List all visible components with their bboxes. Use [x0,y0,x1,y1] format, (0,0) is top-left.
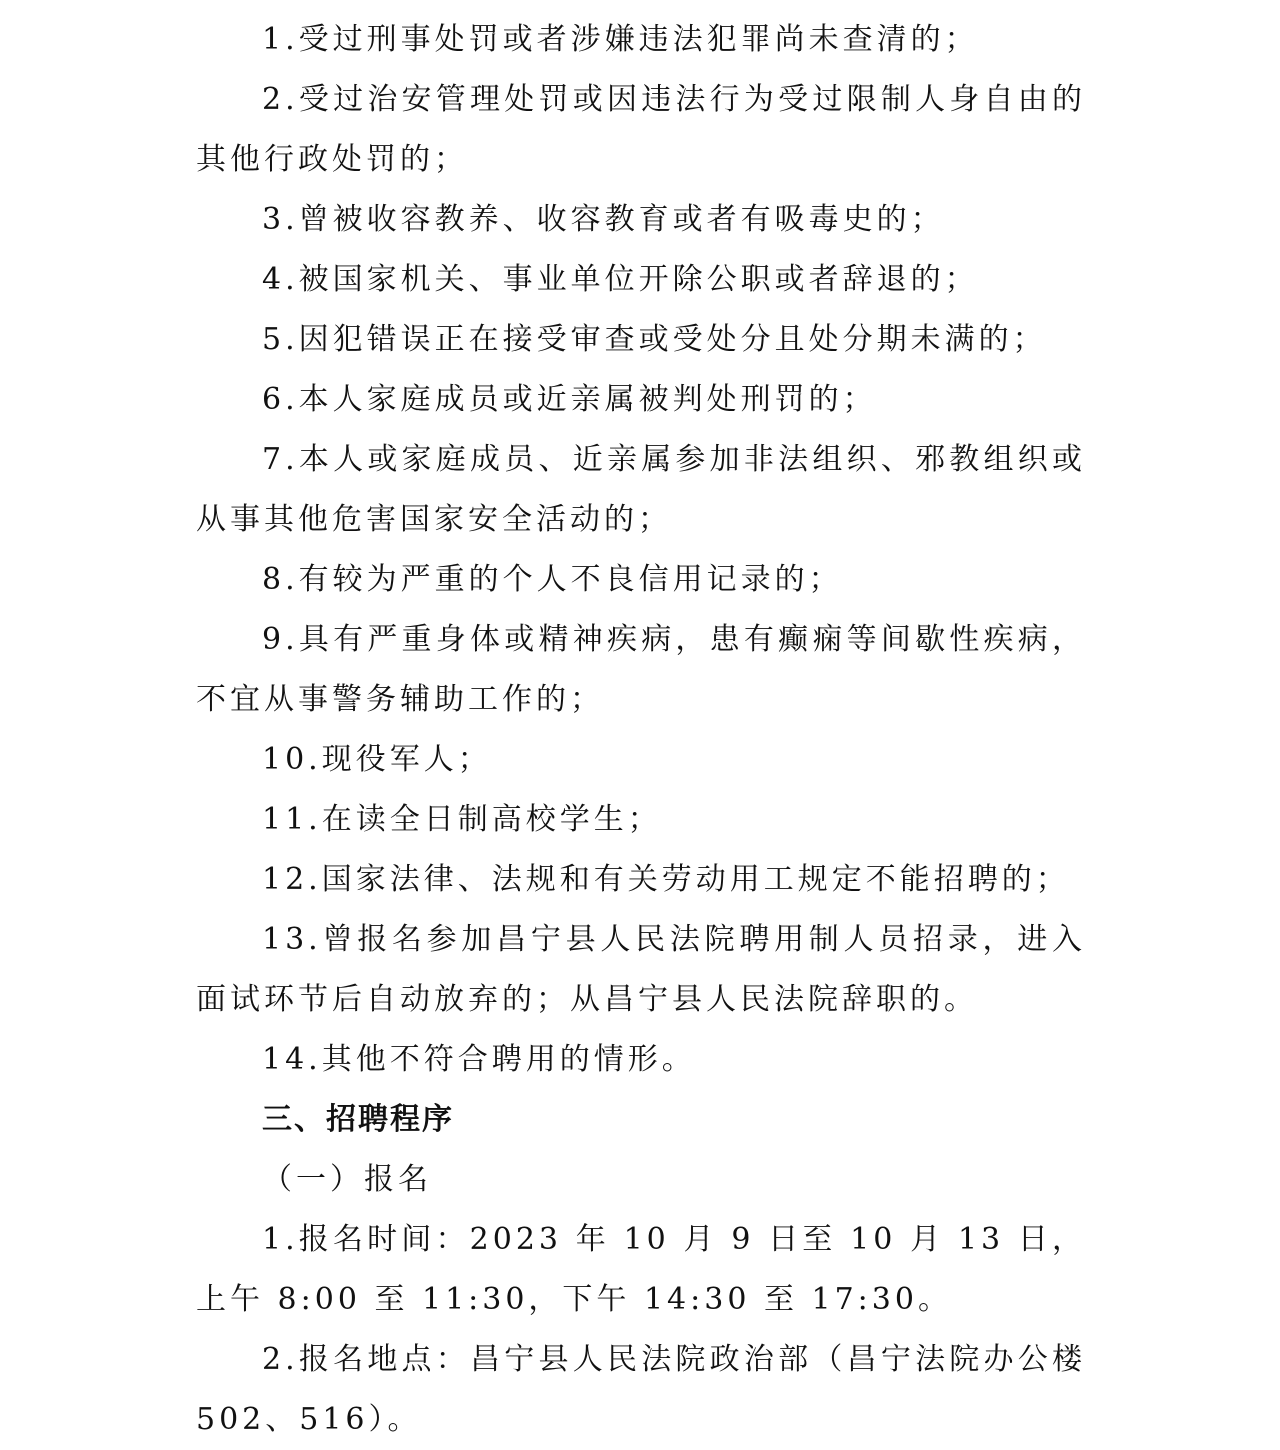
subsection-heading: （一）报名 [262,1162,432,1197]
section-heading: 三、招聘程序 [262,1102,454,1137]
list-item: 10.现役军人； [262,742,492,777]
list-item: 1.受过刑事处罚或者涉嫌违法犯罪尚未查清的； [262,22,979,57]
list-item: 5.因犯错误正在接受审查或受处分且处分期未满的； [262,322,1047,357]
list-item: 4.被国家机关、事业单位开除公职或者辞退的； [262,262,979,297]
registration-time: 1.报名时间：2023 年 10 月 9 日至 10 月 13 日，上午 8:00 至 11:30，下午 14:30 至 17:30。 [196,1222,1086,1317]
list-item: 9.具有严重身体或精神疾病，患有癫痫等间歇性疾病，不宜从事警务辅助工作的； [196,622,1086,717]
registration-location: 2.报名地点：昌宁县人民法院政治部（昌宁法院办公楼 502、516）。 [196,1342,1086,1437]
list-item: 6.本人家庭成员或近亲属被判处刑罚的； [262,382,877,417]
list-item: 12.国家法律、法规和有关劳动用工规定不能招聘的； [262,862,1070,897]
list-item: 3.曾被收容教养、收容教育或者有吸毒史的； [262,202,945,237]
list-item: 2.受过治安管理处罚或因违法行为受过限制人身自由的其他行政处罚的； [196,82,1086,177]
list-item: 14.其他不符合聘用的情形。 [262,1042,696,1077]
list-item: 13.曾报名参加昌宁县人民法院聘用制人员招录，进入面试环节后自动放弃的；从昌宁县人民法院辞职的。 [196,922,1086,1017]
list-item: 7.本人或家庭成员、近亲属参加非法组织、邪教组织或从事其他危害国家安全活动的； [196,442,1086,537]
document-body [196,10,1086,1450]
list-item: 8.有较为严重的个人不良信用记录的； [262,562,843,597]
list-item: 11.在读全日制高校学生； [262,802,662,837]
